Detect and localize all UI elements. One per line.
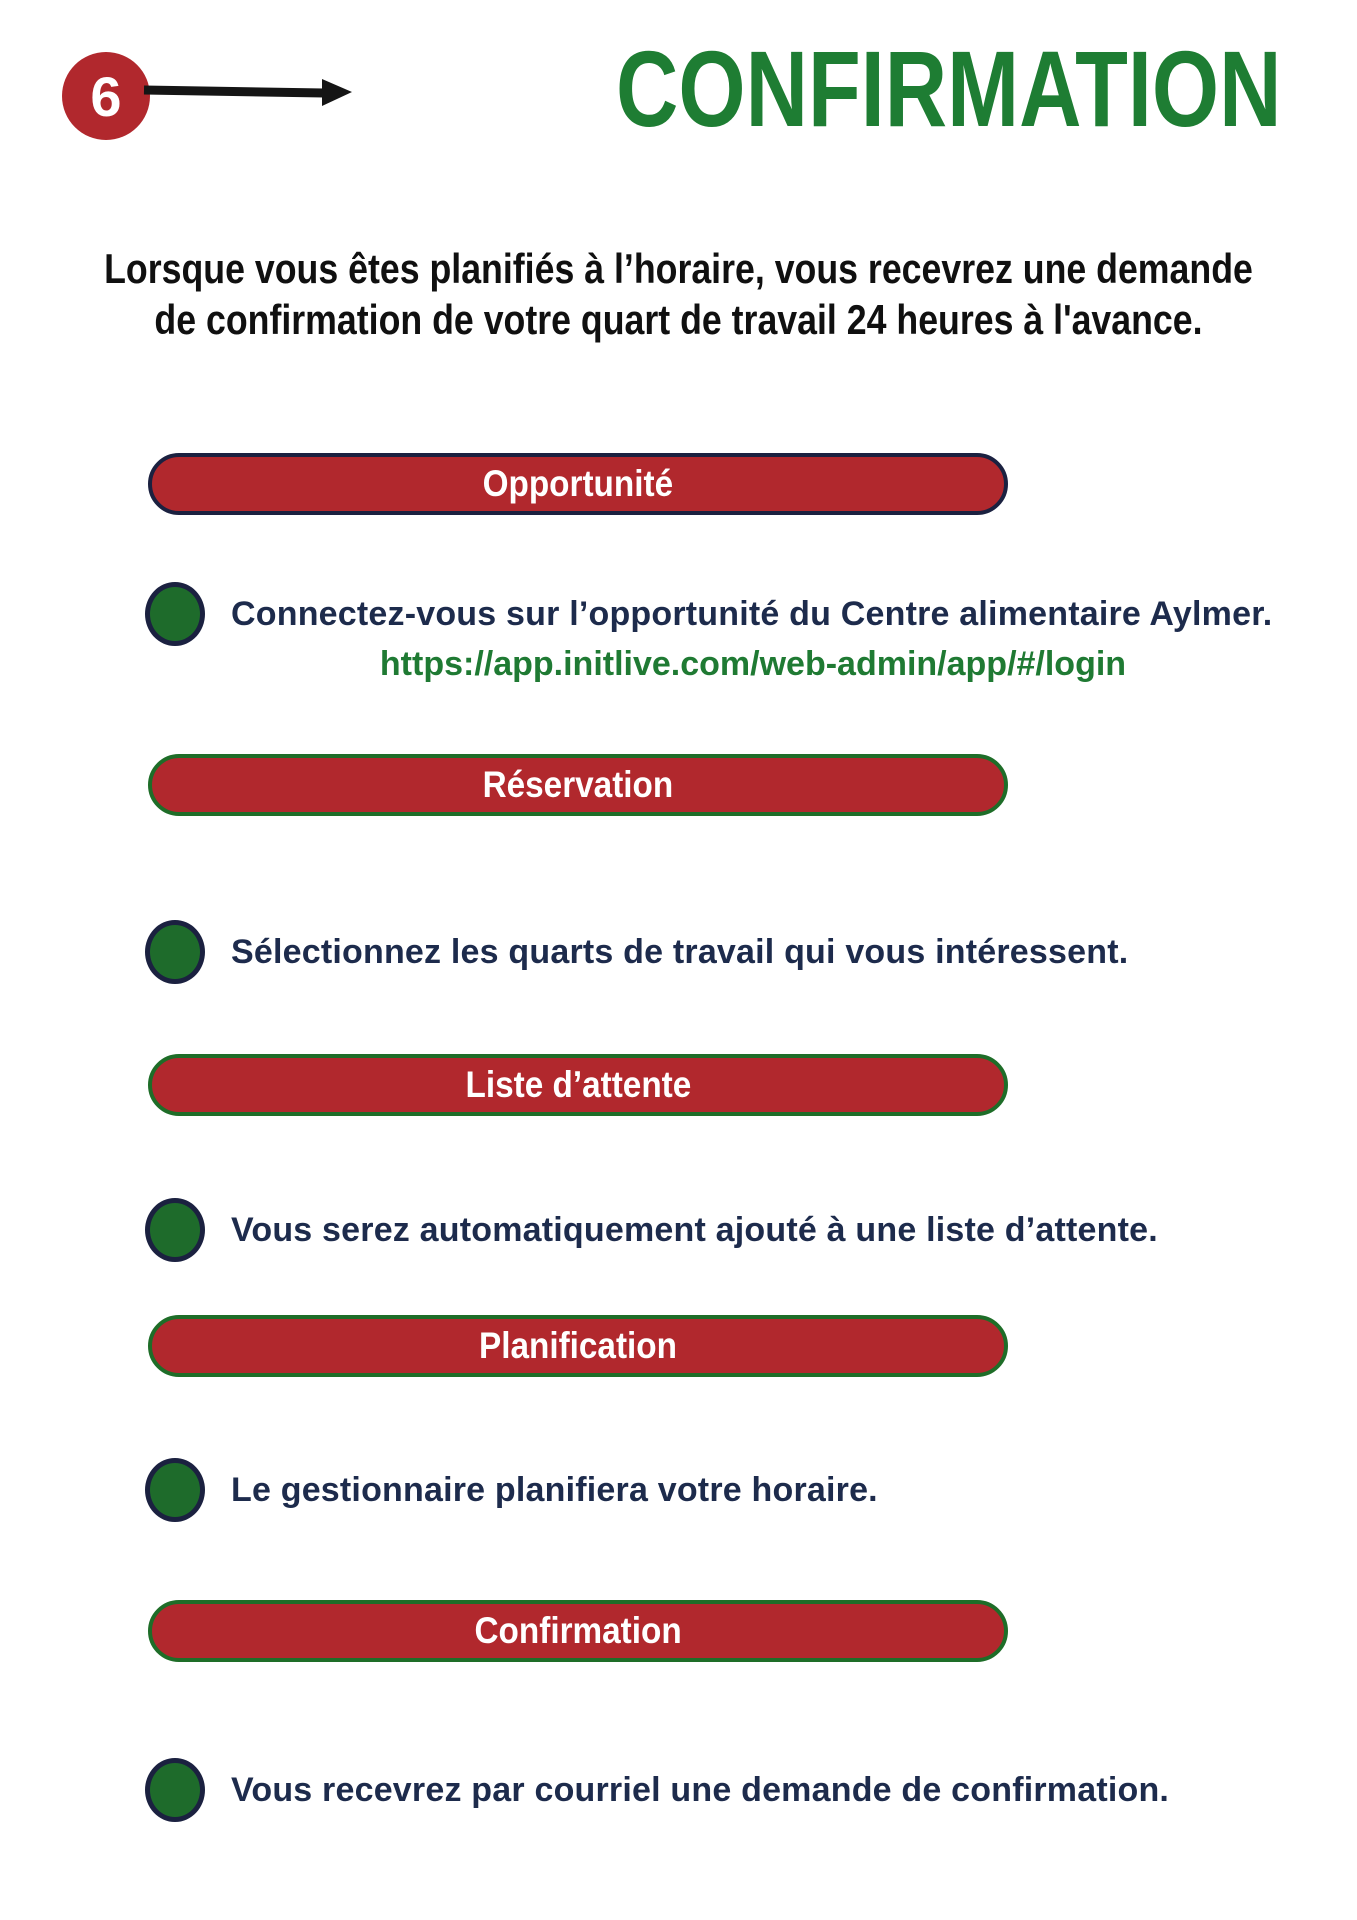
intro-line-1: Lorsque vous êtes planifiés à l’horaire, vous recevrez une demande <box>104 245 1253 292</box>
bullet-circle-icon <box>145 1198 205 1262</box>
list-item <box>145 1758 1169 1822</box>
intro-paragraph <box>0 243 1357 345</box>
intro-line-2: de confirmation de votre quart de travail 24 heures à l'avance. <box>154 296 1203 343</box>
pill-planification <box>148 1315 1008 1377</box>
list-item <box>145 920 1128 984</box>
list-item <box>145 1458 878 1522</box>
step-number-badge <box>62 52 150 140</box>
pill-confirmation <box>148 1600 1008 1662</box>
bullet-circle-icon <box>145 1758 205 1822</box>
step-number: 6 <box>90 64 122 128</box>
pill-liste-dattente <box>148 1054 1008 1116</box>
bullet-circle-icon <box>145 582 205 646</box>
pill-label: Liste d’attente <box>465 1064 691 1105</box>
pill-label: Opportunité <box>482 463 674 504</box>
list-item-text: Vous serez automatiquement ajouté à une liste d’attente. <box>231 1210 1158 1249</box>
list-item <box>145 1198 1158 1262</box>
list-item-text: Connectez-vous sur l’opportunité du Centre alimentaire Aylmer. <box>231 594 1273 633</box>
list-item-text: Sélectionnez les quarts de travail qui vous intéressent. <box>231 932 1129 971</box>
list-item-text: Vous recevrez par courriel une demande de confirmation. <box>231 1770 1170 1809</box>
list-item <box>145 582 1272 646</box>
pill-label: Confirmation <box>474 1610 682 1651</box>
pill-label: Réservation <box>482 764 674 805</box>
pill-opportunite <box>148 453 1008 515</box>
pill-label: Planification <box>478 1325 677 1366</box>
list-item-text: Le gestionnaire planifiera votre horaire. <box>231 1470 878 1509</box>
arrow-right-icon <box>142 66 357 116</box>
bullet-circle-icon <box>145 1458 205 1522</box>
pill-reservation <box>148 754 1008 816</box>
page-title: CONFIRMATION <box>616 28 1282 149</box>
bullet-circle-icon <box>145 920 205 984</box>
login-link[interactable]: https://app.initlive.com/web-admin/app/#/login <box>379 645 1127 683</box>
